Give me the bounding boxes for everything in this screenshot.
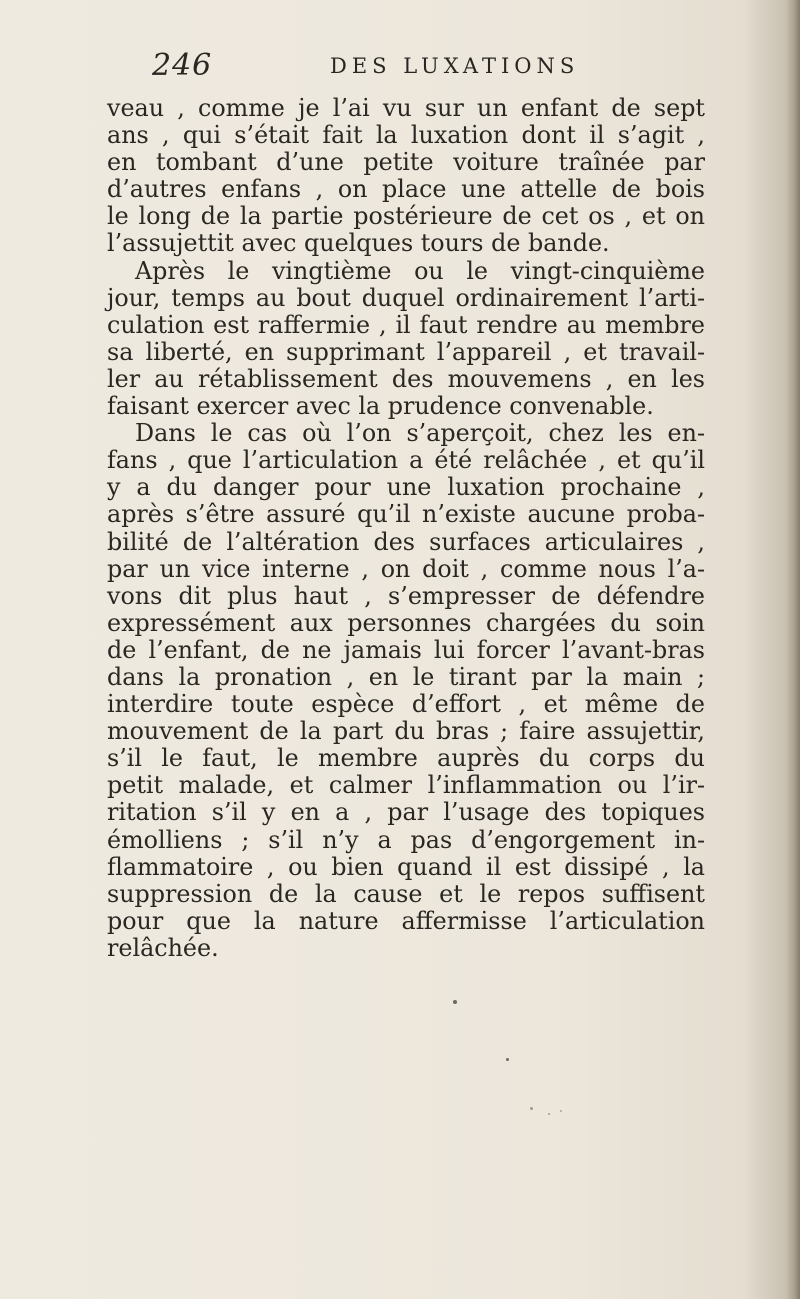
- text-line: jour, temps au bout duquel ordinairement l’arti-: [107, 283, 705, 312]
- text-line: s’il le faut, le membre auprès du corps du: [107, 744, 705, 773]
- text-line: ans , qui s’était fait la luxation dont il s’agit ,: [107, 121, 705, 150]
- paper-speck: [506, 1058, 509, 1061]
- text-line: de l’enfant, de ne jamais lui forcer l’avant-bras: [107, 635, 705, 664]
- text-line: fans , que l’articulation a été relâchée , et qu’il: [107, 446, 705, 475]
- text-line: le long de la partie postérieure de cet os , et on: [107, 202, 705, 231]
- page-edge-shadow: [786, 0, 800, 1299]
- paper-speck: [530, 1107, 533, 1110]
- text-line: interdire toute espèce d’effort , et même de: [107, 690, 705, 719]
- text-line: suppression de la cause et le repos suffisent: [107, 879, 705, 908]
- text-line: petit malade, et calmer l’inflammation ou l’ir-: [107, 771, 705, 800]
- paper-speck: [560, 1110, 562, 1112]
- text-line: dans la pronation , en le tirant par la main ;: [107, 662, 705, 691]
- body-text: [107, 95, 705, 962]
- text-line: Après le vingtième ou le vingt-cinquième: [135, 256, 705, 285]
- text-line: flammatoire , ou bien quand il est dissipé , la: [107, 852, 705, 881]
- page-header: [152, 48, 712, 88]
- paper-speck: [548, 1113, 550, 1115]
- text-line: relâchée.: [107, 933, 219, 962]
- text-line: émolliens ; s’il n’y a pas d’engorgement in-: [107, 825, 705, 854]
- text-line: vons dit plus haut , s’empresser de défendre: [107, 581, 705, 610]
- text-line: faisant exercer avec la prudence convenable.: [107, 392, 654, 421]
- text-line: veau , comme je l’ai vu sur un enfant de sept: [107, 94, 705, 122]
- running-head: DES LUXATIONS: [330, 54, 580, 78]
- text-line: mouvement de la part du bras ; faire assujettir,: [107, 717, 705, 746]
- text-line: après s’être assuré qu’il n’existe aucune proba-: [107, 500, 705, 529]
- text-line: bilité de l’altération des surfaces articulaires ,: [107, 527, 705, 556]
- text-line: en tombant d’une petite voiture traînée par: [107, 148, 705, 177]
- text-line: pour que la nature affermisse l’articulation: [107, 906, 705, 935]
- text-line: sa liberté, en supprimant l’appareil , et travail-: [107, 337, 705, 366]
- text-line: ritation s’il y en a , par l’usage des topiques: [107, 798, 705, 827]
- text-line: y a du danger pour une luxation prochaine ,: [107, 473, 705, 502]
- text-line: Dans le cas où l’on s’aperçoit, chez les en-: [135, 419, 705, 448]
- paper-speck: [453, 1000, 457, 1004]
- text-line: expressément aux personnes chargées du soin: [107, 608, 705, 637]
- text-line: ler au rétablissement des mouvemens , en les: [107, 364, 705, 393]
- text-line: l’assujettit avec quelques tours de bande.: [107, 229, 610, 258]
- text-line: par un vice interne , on doit , comme nous l’a-: [107, 554, 705, 583]
- page-number: 246: [152, 48, 213, 83]
- text-line: d’autres enfans , on place une attelle de bois: [107, 175, 705, 204]
- text-line: culation est raffermie , il faut rendre au membre: [107, 310, 705, 339]
